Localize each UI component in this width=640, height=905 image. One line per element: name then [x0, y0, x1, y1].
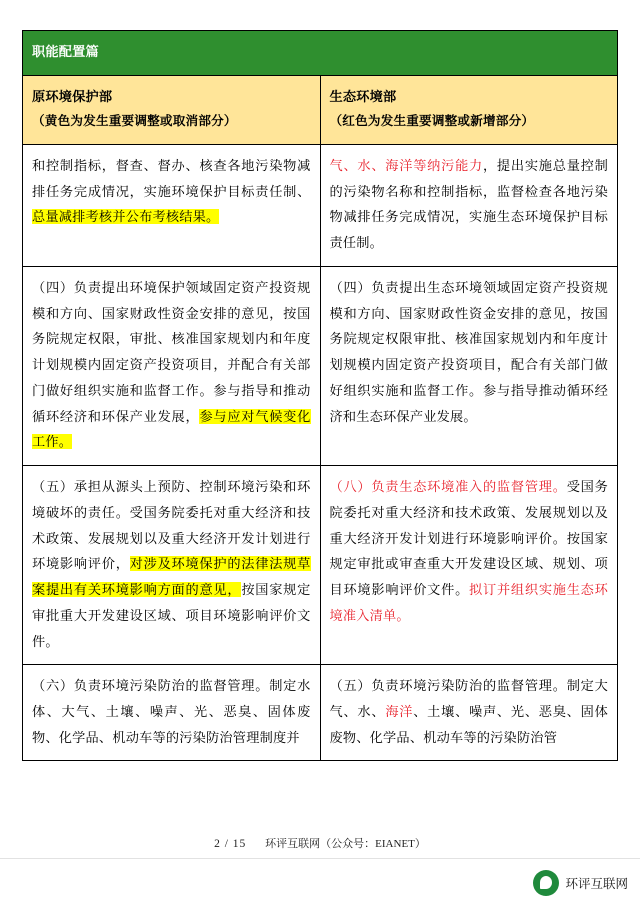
text-run: （四）负责提出环境保护领域固定资产投资规	[32, 279, 311, 295]
text-run: （五）负责环境污染防治的监督管理。制定	[329, 678, 595, 694]
leaf-circle-icon	[533, 870, 559, 896]
cell-left-1-text	[32, 275, 311, 455]
text-run: 污染物减排任务完成情况，实施生态环境保	[329, 183, 608, 225]
text-run: 大气、水、	[329, 678, 608, 719]
text-run: 术政策、发展规划以及重大经济开发计划进行	[32, 530, 311, 546]
column-header-left	[23, 75, 321, 144]
text-run: 制的污染物名称和控制指标，监督检查各地	[329, 158, 608, 199]
column-header-left-subtitle: （黄色为发生重要调整或取消部分）	[32, 114, 237, 129]
text-run: ，提出实施总量控	[482, 158, 595, 174]
text-run: 门做好组织实施和监督工作。参与指导和推动	[32, 382, 311, 398]
text-run: 拟订并组织实施生态环境准入清单。	[329, 582, 609, 623]
text-run: 按国家规定审批重大开发建设区域、项目环境影响评价文件。	[32, 582, 311, 649]
text-run: 海洋	[385, 703, 414, 719]
banner-title: 职能配置篇	[23, 31, 618, 76]
cell-left-0	[23, 145, 321, 267]
text-run: 以及重大经济开发计划进行环境影响评价。	[329, 504, 608, 546]
text-run: 排任务完成情况，实施环境保护目标责任制、	[32, 183, 311, 199]
column-header-right	[320, 75, 618, 144]
cell-left-0-text	[32, 153, 311, 230]
watermark-brand-name: 环评互联网	[565, 877, 628, 891]
footer-site-text: 环评互联网（公众号：EIANET）	[265, 838, 426, 850]
text-run: （四）负责提出生态环境领域固定资产投资	[329, 279, 595, 295]
text-run: 、土壤、噪声、光、恶臭、	[413, 703, 581, 719]
cell-left-2-text	[32, 474, 311, 654]
watermark-brand	[533, 870, 628, 896]
cell-left-2	[23, 466, 321, 665]
text-run: 循环经济和环保产业发展，	[32, 408, 200, 424]
text-run: 总量减排考核并公布考核结果。	[32, 209, 220, 225]
text-run: 护目标责任制。	[329, 209, 608, 251]
table-row	[23, 266, 618, 465]
cell-right-2-text	[330, 474, 609, 628]
cell-right-1	[320, 266, 618, 465]
cell-left-3-text	[32, 673, 311, 750]
cell-right-2	[320, 466, 618, 665]
cell-right-1-text	[330, 275, 609, 429]
text-run: 体、大气、土壤、噪声、光、恶臭、固体废	[32, 703, 311, 719]
table-header-row	[23, 75, 618, 144]
text-run: 气、水、海洋等纳污能力	[329, 158, 483, 174]
text-run: 固体废物、化学品、机动车等的污染防治管	[329, 703, 608, 745]
text-run: 境破坏的责任。受国务院委托对重大经济和技	[32, 504, 311, 520]
text-run: 和控制指标，督查、督办、核查各地污染物减	[32, 158, 311, 174]
page-footer	[0, 835, 640, 851]
text-run: 计划规模内固定资产投资项目，并配合有关部	[32, 357, 311, 373]
text-run: 推动循环经济和生态环保产业发展。	[329, 382, 609, 424]
cell-right-0	[320, 145, 618, 267]
text-run: 规模和方向、国家财政性资金安排的意见，	[329, 279, 608, 321]
table-row	[23, 466, 618, 665]
cell-left-3	[23, 665, 321, 761]
text-run: （五）承担从源头上预防、控制环境污染和环	[32, 479, 311, 495]
table-row	[23, 145, 618, 267]
page-number: 2 / 15	[214, 838, 247, 850]
text-run: 按国家规定审批或审查重大开发建设区域、	[329, 530, 608, 572]
column-header-right-title: 生态环境部	[329, 88, 397, 104]
column-header-right-subtitle: （红色为发生重要调整或新增部分）	[329, 114, 535, 129]
table-banner-row	[23, 31, 618, 76]
cell-right-0-text	[330, 153, 609, 256]
cell-right-3-text	[330, 673, 609, 750]
text-run: （六）负责环境污染防治的监督管理。制定水	[32, 678, 311, 694]
text-run: 物、化学品、机动车等的污染防治管理制度并	[32, 729, 300, 745]
text-run: 关部门做好组织实施和监督工作。参与指导	[329, 357, 608, 398]
cell-left-1	[23, 266, 321, 465]
text-run: 环境影响评价，	[32, 556, 130, 572]
functions-comparison-table	[22, 30, 618, 761]
text-run: 参与应对气候变化工作。	[32, 408, 311, 450]
text-run: 务院委托对重大经济和技术政策、发展规划	[329, 479, 608, 520]
text-run: 务院规定权限，审批、核准国家规划内和年度	[32, 331, 311, 347]
text-run: 对涉及环境保护的法律法规草案提出有关环境影响方面的意见，	[32, 556, 311, 598]
cell-right-3	[320, 665, 618, 761]
column-header-left-title: 原环境保护部	[32, 88, 113, 104]
text-run: 受国	[566, 479, 595, 495]
text-run: 模和方向、国家财政性资金安排的意见，按国	[32, 305, 311, 321]
text-run: 按国务院规定权限审批、核准国家规划内和	[329, 305, 608, 347]
text-run: 年度计划规模内固定资产投资项目，配合有	[329, 331, 608, 373]
table-row	[23, 665, 618, 761]
text-run: 规划、项目环境影响评价文件。	[329, 556, 608, 598]
text-run: （八）负责生态环境准入的监督管理。	[329, 479, 567, 495]
